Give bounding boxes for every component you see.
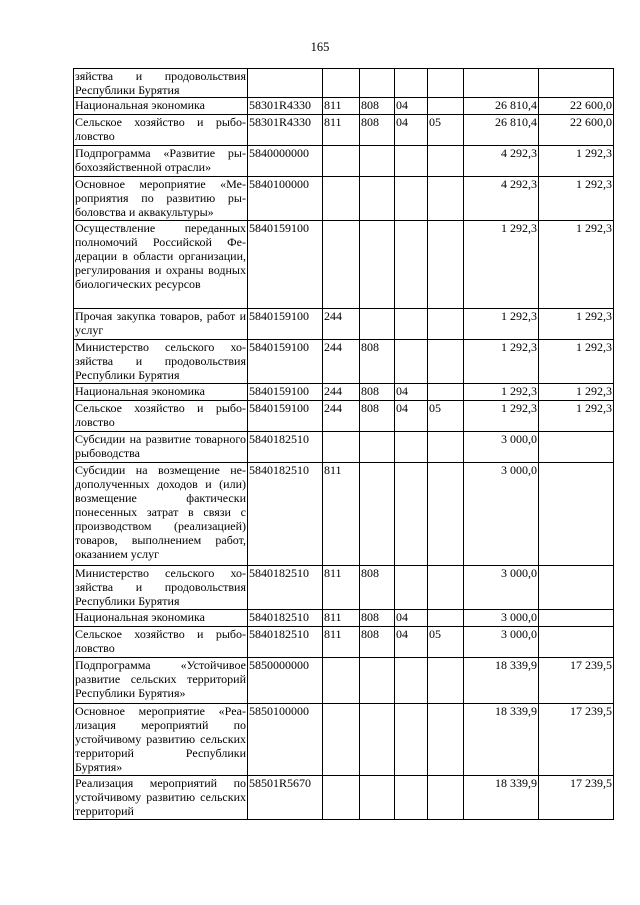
cell-expense-type: 244 — [323, 384, 360, 401]
cell-name: Субсидии на развитие товарного рыбоводства — [74, 432, 248, 463]
cell-amount-1: 1 292,3 — [464, 401, 539, 432]
cell-target-code: 5850000000 — [248, 658, 323, 704]
table-row — [74, 115, 614, 146]
table-row — [74, 610, 614, 627]
cell-section — [395, 658, 428, 704]
cell-name: Осуществление переданных полномочий Российской Федерации в области организации, регулирования и охраны водных биологических ресурсов — [74, 221, 248, 309]
cell-amount-1: 1 292,3 — [464, 340, 539, 384]
table-row — [74, 401, 614, 432]
cell-subsection — [428, 146, 464, 177]
cell-target-code: 5840000000 — [248, 146, 323, 177]
table-row — [74, 704, 614, 776]
cell-subsection — [428, 432, 464, 463]
cell-ministry-code: 808 — [360, 384, 395, 401]
cell-expense-type: 244 — [323, 340, 360, 384]
cell-ministry-code: 808 — [360, 401, 395, 432]
cell-expense-type: 811 — [323, 566, 360, 610]
cell-target-code: 5850100000 — [248, 704, 323, 776]
table-row — [74, 566, 614, 610]
cell-amount-1: 3 000,0 — [464, 566, 539, 610]
cell-expense-type: 811 — [323, 627, 360, 658]
cell-expense-type: 811 — [323, 610, 360, 627]
cell-section: 04 — [395, 401, 428, 432]
cell-section: 04 — [395, 627, 428, 658]
cell-amount-1: 18 339,9 — [464, 704, 539, 776]
cell-section — [395, 309, 428, 340]
table-row — [74, 146, 614, 177]
cell-amount-2: 1 292,3 — [539, 384, 614, 401]
cell-subsection: 05 — [428, 401, 464, 432]
cell-subsection — [428, 658, 464, 704]
table-row — [74, 384, 614, 401]
cell-ministry-code — [360, 221, 395, 309]
table-row — [74, 776, 614, 820]
cell-amount-2: 17 239,5 — [539, 658, 614, 704]
cell-section — [395, 776, 428, 820]
cell-amount-2: 22 600,0 — [539, 98, 614, 115]
table-row — [74, 98, 614, 115]
cell-amount-1: 3 000,0 — [464, 610, 539, 627]
cell-name: Национальная экономика — [74, 384, 248, 401]
cell-subsection — [428, 704, 464, 776]
cell-section — [395, 432, 428, 463]
cell-section — [395, 69, 428, 98]
cell-subsection — [428, 177, 464, 221]
cell-expense-type: 811 — [323, 98, 360, 115]
cell-target-code: 5840100000 — [248, 177, 323, 221]
cell-subsection: 05 — [428, 627, 464, 658]
cell-target-code: 5840159100 — [248, 401, 323, 432]
cell-target-code: 58301R4330 — [248, 115, 323, 146]
cell-target-code — [248, 69, 323, 98]
cell-target-code: 5840159100 — [248, 221, 323, 309]
cell-target-code: 5840182510 — [248, 566, 323, 610]
cell-section: 04 — [395, 98, 428, 115]
cell-amount-1: 4 292,3 — [464, 177, 539, 221]
cell-expense-type — [323, 69, 360, 98]
cell-expense-type — [323, 658, 360, 704]
cell-amount-2 — [539, 432, 614, 463]
cell-amount-1: 26 810,4 — [464, 115, 539, 146]
table-row — [74, 658, 614, 704]
cell-amount-1: 26 810,4 — [464, 98, 539, 115]
cell-expense-type: 244 — [323, 309, 360, 340]
cell-target-code: 58501R5670 — [248, 776, 323, 820]
cell-section — [395, 340, 428, 384]
cell-name: Основное мероприятие «Мероприятия по развитию рыболовства и аквакультуры» — [75, 177, 246, 219]
cell-amount-1: 3 000,0 — [464, 463, 539, 566]
cell-amount-2: 1 292,3 — [539, 146, 614, 177]
cell-amount-2 — [539, 463, 614, 566]
cell-subsection — [428, 221, 464, 309]
cell-expense-type — [323, 146, 360, 177]
cell-expense-type — [323, 704, 360, 776]
cell-ministry-code: 808 — [360, 115, 395, 146]
cell-amount-1: 1 292,3 — [464, 221, 539, 309]
cell-name: Министерство сельского хозяйства и продовольствия Республики Бурятия — [75, 566, 246, 608]
cell-expense-type: 811 — [323, 115, 360, 146]
cell-ministry-code — [360, 776, 395, 820]
cell-subsection — [428, 463, 464, 566]
cell-target-code: 5840182510 — [248, 432, 323, 463]
cell-name: Прочая закупка товаров, работ и услуг — [74, 309, 248, 340]
cell-target-code: 58301R4330 — [248, 98, 323, 115]
cell-subsection — [428, 384, 464, 401]
cell-amount-1: 18 339,9 — [464, 658, 539, 704]
cell-name: Сельское хозяйство и рыболовство — [74, 115, 248, 146]
cell-amount-2 — [539, 610, 614, 627]
cell-expense-type — [323, 776, 360, 820]
page-number: 165 — [310, 40, 330, 54]
cell-subsection: 05 — [428, 115, 464, 146]
cell-ministry-code: 808 — [360, 566, 395, 610]
cell-amount-2 — [539, 627, 614, 658]
cell-name: Подпрограмма «Устойчивое развитие сельских территорий Республики Бурятия» — [74, 658, 248, 704]
cell-subsection — [428, 566, 464, 610]
table-row — [74, 69, 614, 98]
table-row — [74, 432, 614, 463]
cell-section — [395, 177, 428, 221]
cell-section: 04 — [395, 384, 428, 401]
cell-name: Основное мероприятие «Реализация мероприятий по устойчивому развитию сельских территорий Республики Бурятия» — [75, 704, 246, 774]
cell-amount-2: 1 292,3 — [539, 309, 614, 340]
table-row — [74, 627, 614, 658]
table-row — [74, 177, 614, 221]
table-row — [74, 463, 614, 566]
cell-ministry-code: 808 — [360, 610, 395, 627]
cell-ministry-code — [360, 146, 395, 177]
table-body — [74, 69, 614, 820]
cell-amount-2: 1 292,3 — [539, 340, 614, 384]
cell-name: Национальная экономика — [74, 610, 248, 627]
cell-amount-2: 17 239,5 — [539, 776, 614, 820]
cell-section — [395, 221, 428, 309]
cell-amount-2: 1 292,3 — [539, 177, 614, 221]
cell-ministry-code — [360, 432, 395, 463]
cell-target-code: 5840159100 — [248, 384, 323, 401]
cell-amount-1: 18 339,9 — [464, 776, 539, 820]
cell-amount-1: 4 292,3 — [464, 146, 539, 177]
cell-ministry-code: 808 — [360, 627, 395, 658]
cell-name: Сельское хозяйство и рыболовство — [74, 401, 248, 432]
cell-target-code: 5840182510 — [248, 463, 323, 566]
cell-ministry-code — [360, 463, 395, 566]
cell-expense-type — [323, 432, 360, 463]
cell-target-code: 5840159100 — [248, 309, 323, 340]
cell-ministry-code — [360, 309, 395, 340]
cell-section: 04 — [395, 115, 428, 146]
cell-section — [395, 566, 428, 610]
cell-ministry-code — [360, 704, 395, 776]
cell-amount-2: 22 600,0 — [539, 115, 614, 146]
cell-expense-type — [323, 221, 360, 309]
cell-subsection — [428, 340, 464, 384]
cell-section: 04 — [395, 610, 428, 627]
cell-name: Реализация мероприятий по устойчивому развитию сельских территорий — [75, 776, 246, 818]
cell-amount-2: 1 292,3 — [539, 221, 614, 309]
cell-name: Подпрограмма «Развитие рыбохозяйственной отрасли» — [74, 146, 248, 177]
cell-ministry-code — [360, 658, 395, 704]
cell-amount-2 — [539, 69, 614, 98]
cell-name: Министерство сельского хозяйства и продовольствия Республики Бурятия — [75, 340, 246, 382]
cell-subsection — [428, 98, 464, 115]
cell-amount-1: 1 292,3 — [464, 309, 539, 340]
cell-name: Сельское хозяйство и рыболовство — [74, 627, 248, 658]
cell-name: зяйства и продовольствия Республики Бурятия — [75, 69, 246, 97]
cell-section — [395, 463, 428, 566]
cell-amount-1: 3 000,0 — [464, 432, 539, 463]
cell-target-code: 5840159100 — [248, 340, 323, 384]
cell-amount-1: 1 292,3 — [464, 384, 539, 401]
cell-amount-1 — [464, 69, 539, 98]
cell-amount-1: 3 000,0 — [464, 627, 539, 658]
cell-section — [395, 146, 428, 177]
cell-name: Национальная экономика — [74, 98, 248, 115]
cell-subsection — [428, 610, 464, 627]
cell-expense-type — [323, 177, 360, 221]
cell-subsection — [428, 309, 464, 340]
table-row — [74, 309, 614, 340]
cell-ministry-code — [360, 177, 395, 221]
table-row — [74, 340, 614, 384]
cell-section — [395, 704, 428, 776]
cell-expense-type: 244 — [323, 401, 360, 432]
cell-amount-2: 1 292,3 — [539, 401, 614, 432]
cell-subsection — [428, 776, 464, 820]
cell-ministry-code: 808 — [360, 98, 395, 115]
budget-table — [73, 68, 614, 820]
cell-amount-2: 17 239,5 — [539, 704, 614, 776]
cell-expense-type: 811 — [323, 463, 360, 566]
cell-target-code: 5840182510 — [248, 627, 323, 658]
cell-subsection — [428, 69, 464, 98]
cell-target-code: 5840182510 — [248, 610, 323, 627]
cell-name: Субсидии на возмещение недополученных доходов и (или) возмещение фактически понесенных затрат в связи с производством (реализацией) товаров, выполнением работ, оказанием услуг — [74, 463, 248, 566]
cell-ministry-code — [360, 69, 395, 98]
table-row — [74, 221, 614, 309]
cell-amount-2 — [539, 566, 614, 610]
cell-ministry-code: 808 — [360, 340, 395, 384]
